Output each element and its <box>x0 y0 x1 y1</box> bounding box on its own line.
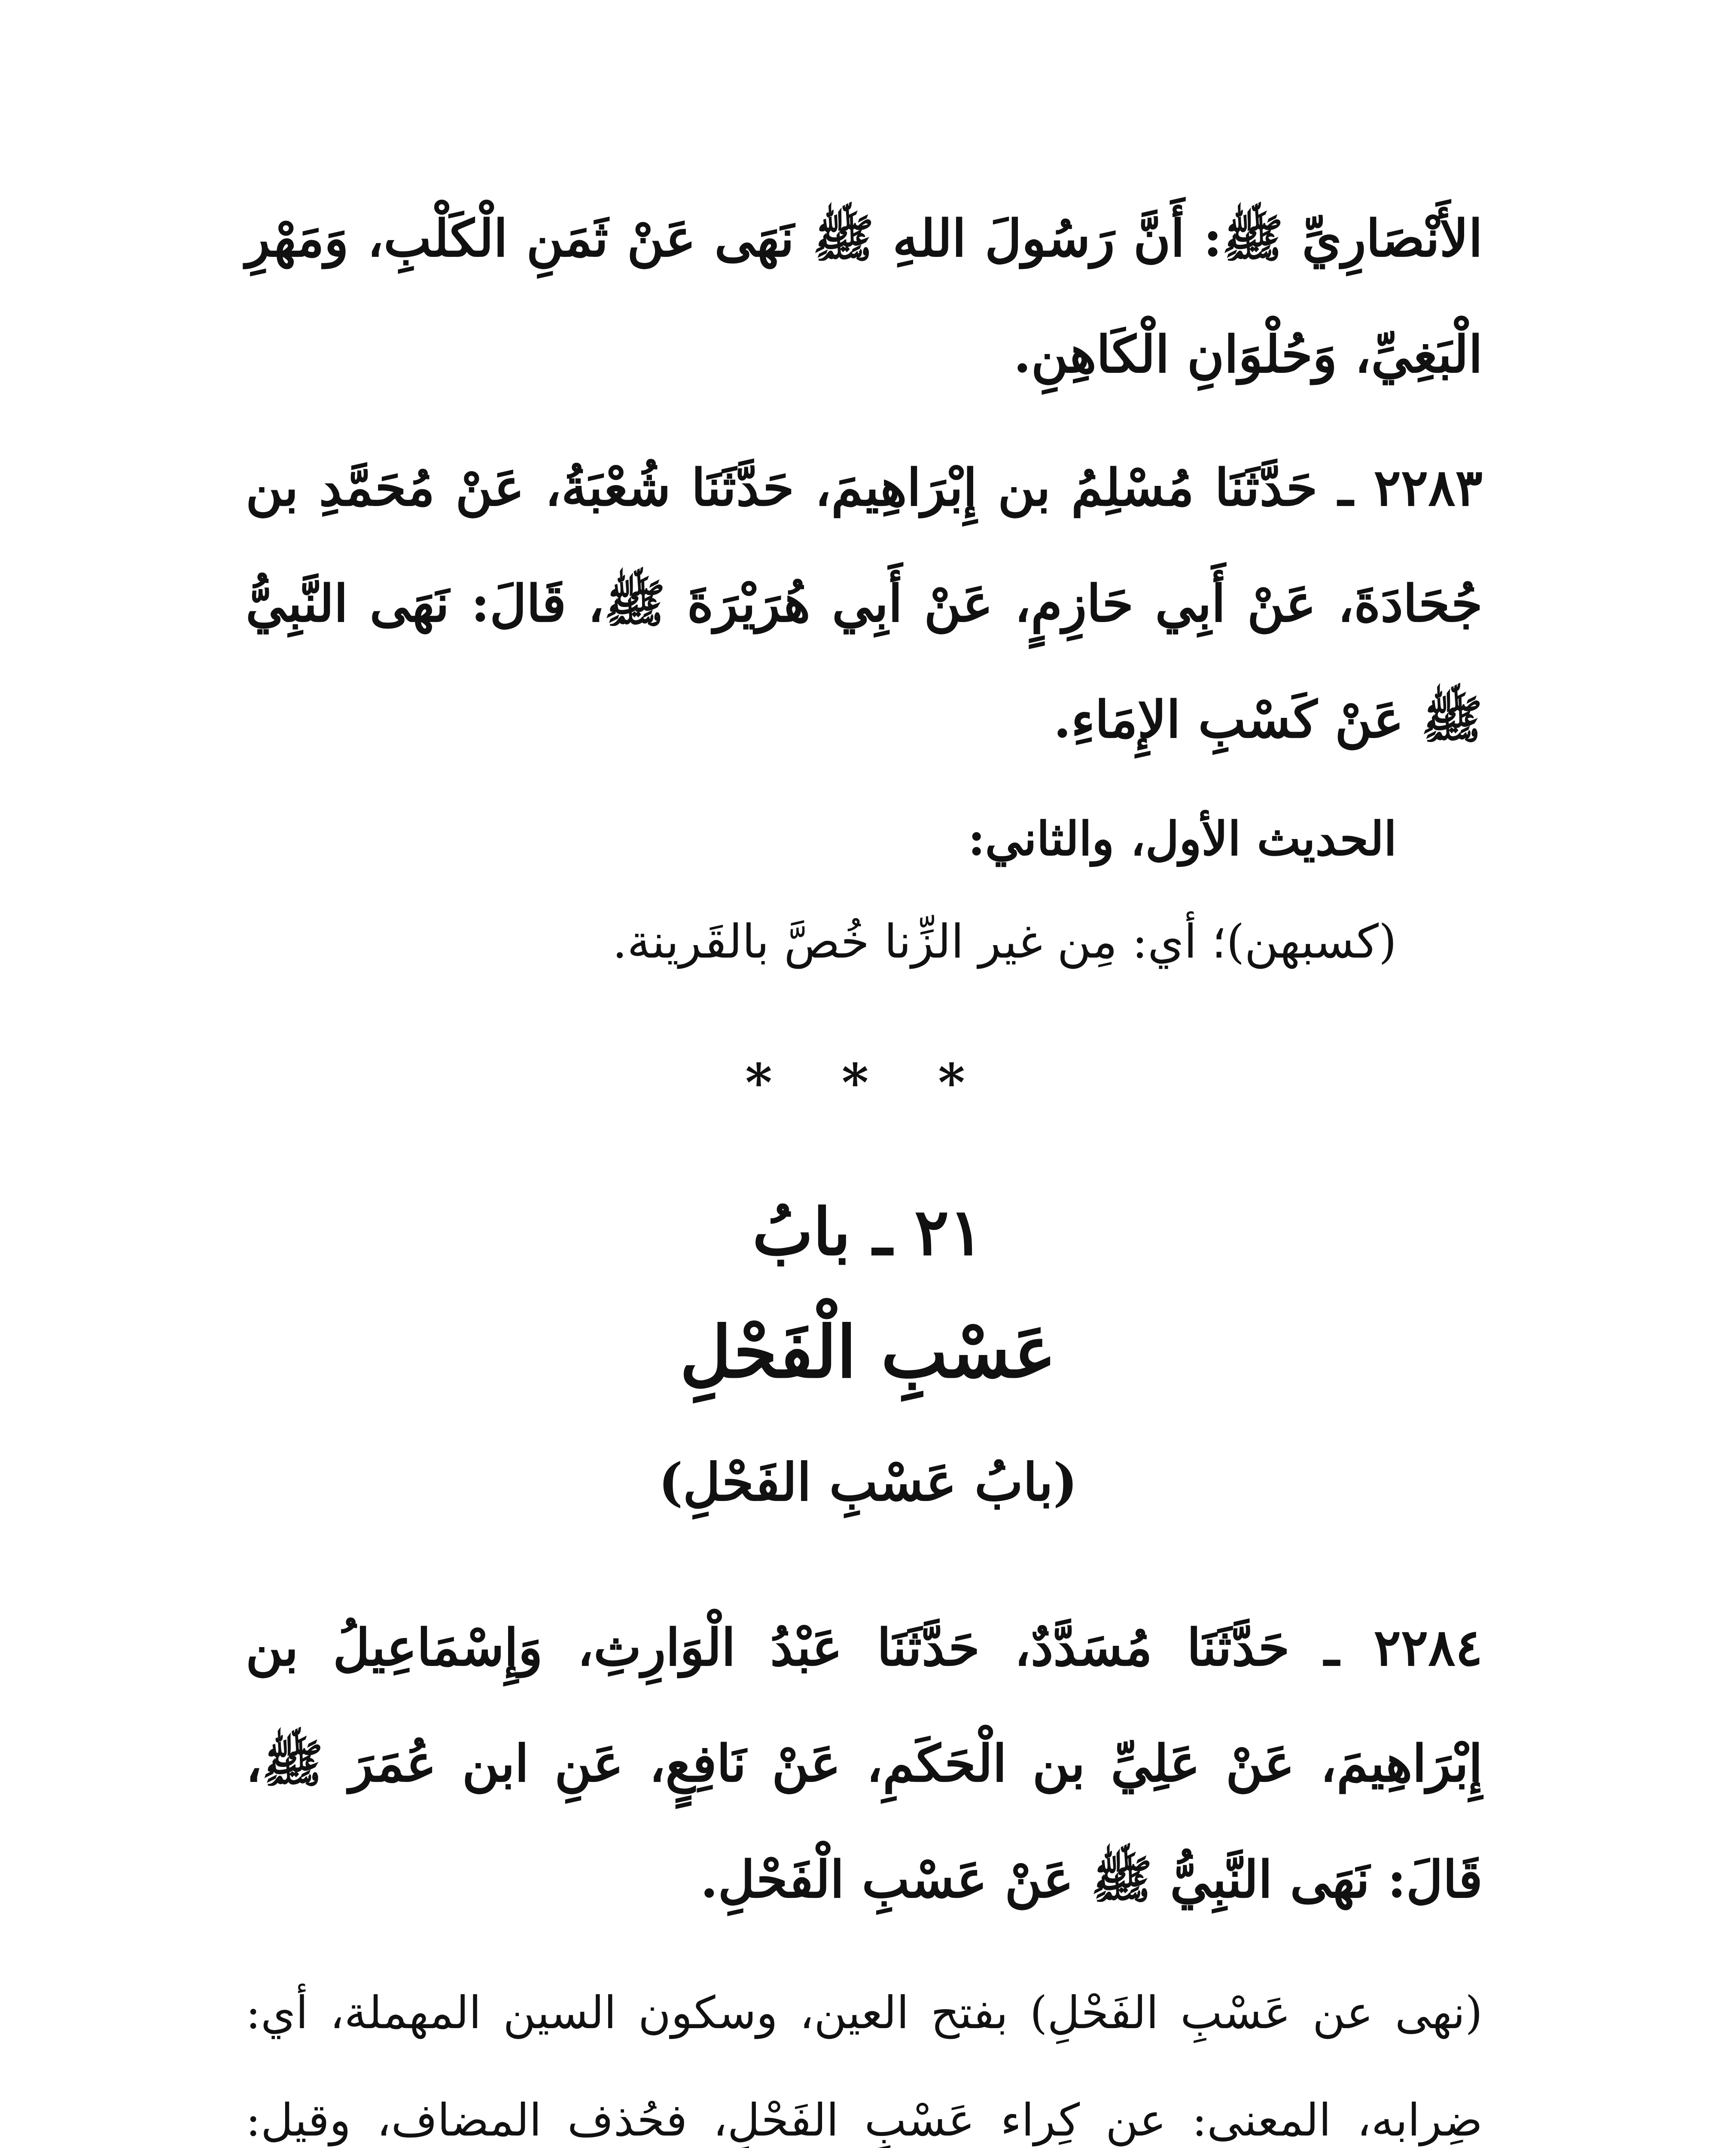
hadith-2283: ٢٢٨٣ ـ حَدَّثَنَا مُسْلِمُ بن إِبْرَاهِيمَ، حَدَّثَنَا شُعْبَةُ، عَنْ مُحَمَّدِ بن جُحَادَةَ، عَنْ أَبِي حَازِمٍ، عَنْ أَبِي هُرَيْرَةَ ﷺ، قَالَ: نَهَى النَّبِيُّ ﷺ عَنْ كَسْبِ الإِمَاءِ. <box>246 458 1483 749</box>
chapter-number: ٢١ ـ بابُ <box>752 1194 984 1270</box>
commentary-heading: الحديث الأول، والثاني: <box>968 812 1397 866</box>
hadith-2282-continuation: الأَنْصَارِيِّ ﷺ: أَنَّ رَسُولَ اللهِ ﷺ نَهَى عَنْ ثَمَنِ الْكَلْبِ، وَمَهْرِ الْبَغِيِّ، وَحُلْوَانِ الْكَاهِنِ. <box>246 208 1483 384</box>
commentary-kasbihinna: (كسبهن)؛ أي: مِن غير الزِّنا خُصَّ بالقَرينة. <box>612 915 1397 969</box>
hadith-2284: ٢٢٨٤ ـ حَدَّثَنَا مُسَدَّدٌ، حَدَّثَنَا عَبْدُ الْوَارِثِ، وَإِسْمَاعِيلُ بن إِبْرَاهِيمَ، عَنْ عَلِيِّ بن الْحَكَمِ، عَنْ نَافِعٍ، عَنِ ابن عُمَرَ ﷺ، قَالَ: نَهَى النَّبِيُّ ﷺ عَنْ عَسْبِ الْفَحْلِ. <box>246 1617 1483 1909</box>
section-separator: * * * <box>745 1053 991 1113</box>
commentary-asb-al-fahl: (نهى عن عَسْبِ الفَحْلِ) بفتح العين، وسكون السين المهملة، أي: ضِرابه، المعنى: عن كِراء عَسْبِ الفَحْلِ، فحُذف المضاف، وقيل: <box>246 1986 1483 2146</box>
chapter-subtitle: (بابُ عَسْبِ الفَحْلِ) <box>658 1452 1078 1513</box>
chapter-title: عَسْبِ الْفَحْلِ <box>679 1310 1057 1394</box>
